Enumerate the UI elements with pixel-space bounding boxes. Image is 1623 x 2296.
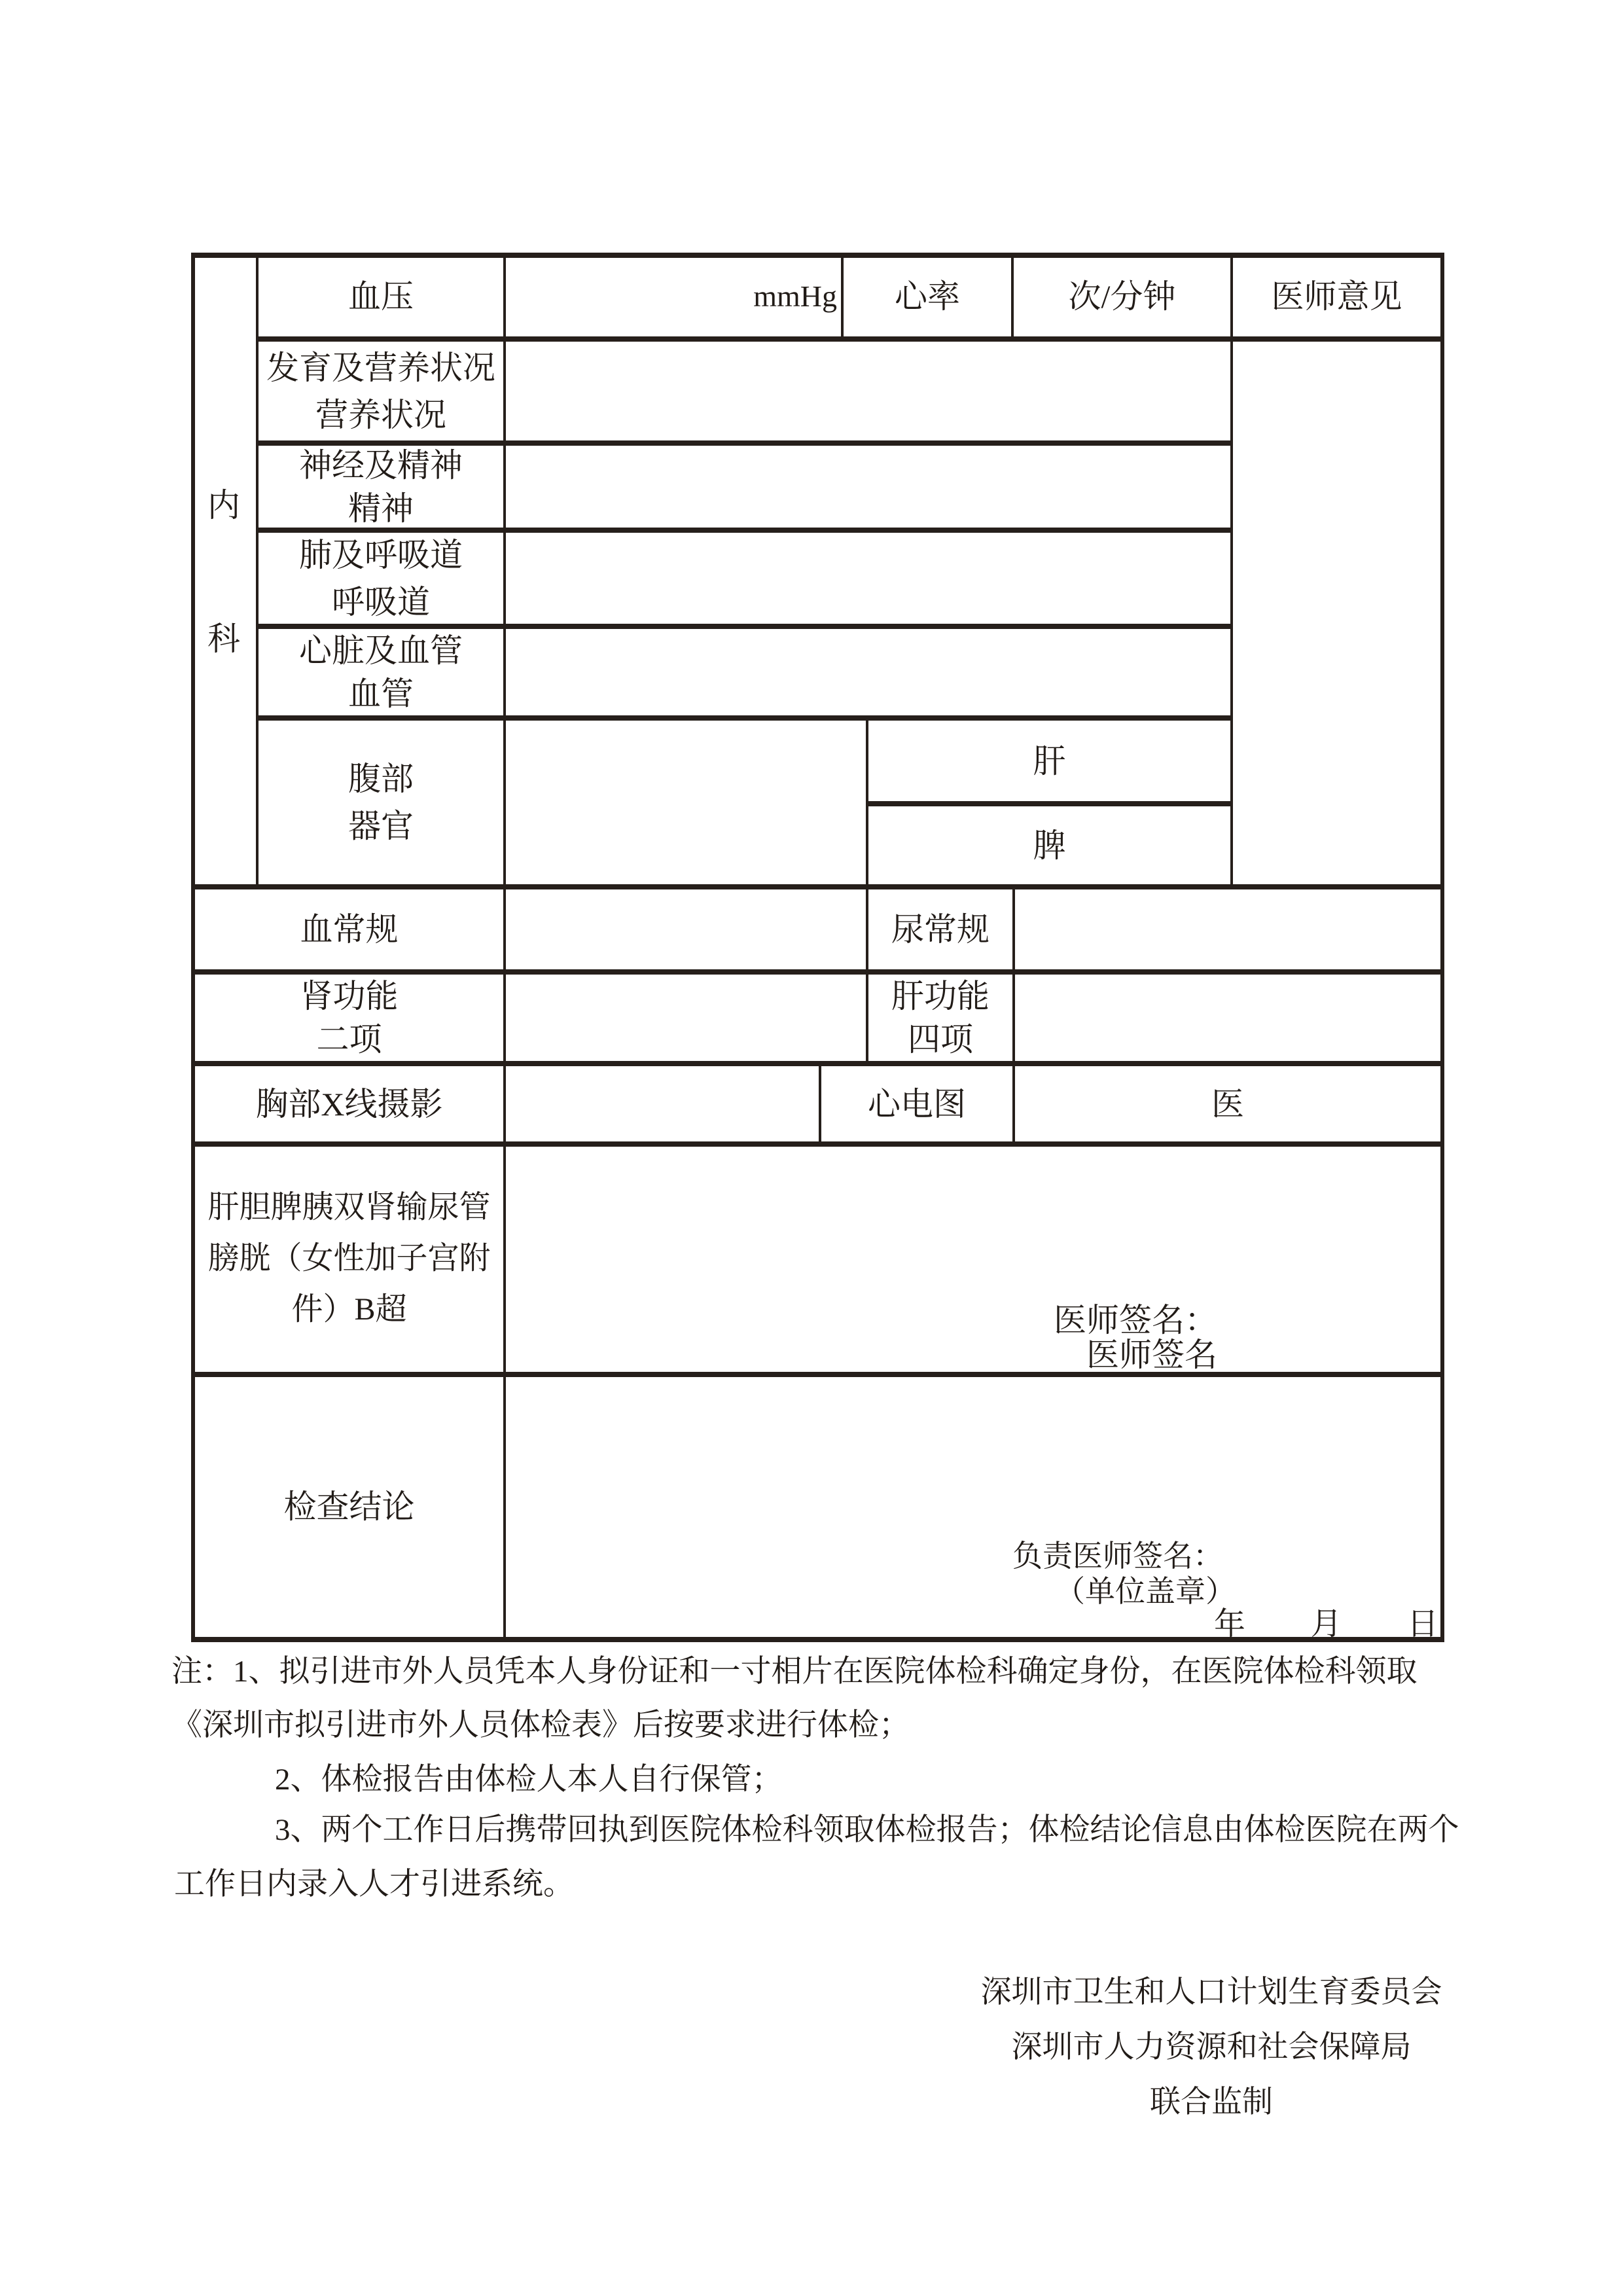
heart-rate-label: 心率 [895,278,960,315]
agency-line-health-commission: 深圳市卫生和人口计划生育委员会 [980,1975,1442,2009]
kidney-function-label: 肾功能 二项 [300,978,399,1058]
development-nutrition-label: 发育及营养状况 营养状况 [266,349,495,433]
note-line-4: 3、两个工作日后携带回执到医院体检科领取体检报告；体检结论信息由体检医院在两个 [275,1813,1459,1847]
respiratory-value-cell [506,533,1230,624]
ecg-label: 心电图 [868,1085,966,1122]
table-border-right [1440,253,1444,1642]
issuing-agencies [980,1974,1442,2139]
urine-routine-label: 尿常规 [891,911,990,948]
urine-routine-value-cell [1015,889,1440,969]
heart-vessel-label: 心脏及血管 血管 [299,632,463,712]
heart-rate-unit-cell [1014,257,1230,336]
liver-label: 肝 [1033,742,1066,780]
date-day-label: 日 [1406,1607,1438,1641]
blood-routine-label: 血常规 [300,911,399,948]
ultrasound-label: 肝胆脾胰双肾输尿管 膀胱（女性加子宫附 件）B超 [207,1190,491,1327]
table-hline-blood-routine-bottom [193,969,1442,975]
blood-routine-value-cell [506,889,866,969]
blood-pressure-label: 血压 [348,278,414,315]
table-hline-kidney-bottom [193,1061,1442,1066]
nerve-value-cell [506,446,1230,528]
note-line-2: 《深圳市拟引进市外人员体检表》后按要求进行体检； [171,1708,910,1742]
table-hline-row1 [257,336,1442,342]
lung-respiratory-label: 肺及呼吸道 呼吸道 [299,536,463,620]
note-line-3: 2、体检报告由体检人本人自行保管； [275,1763,783,1797]
responsible-physician-signature-label: 负责医师签名： [1012,1539,1223,1573]
ecg-right-text: 医 [1211,1085,1244,1122]
table-hline-abdomen-bottom [193,884,1442,889]
spleen-label: 脾 [1033,827,1066,864]
development-value-cell [506,342,1230,440]
note-line-1: 注：1、拟引进市外人员凭本人身份证和一寸相片在医院体检科确定身份，在医院体检科领取 [171,1655,1418,1689]
ultrasound-physician-signature-line2: 医师签名 [1086,1336,1217,1373]
abdomen-organs-label: 腹部 器官 [348,761,414,844]
unit-stamp-label: （单位盖章） [1055,1575,1236,1608]
table-hline-liver-spleen [866,801,1232,806]
abdomen-value-cell [506,721,866,884]
liver-function-value-cell [1015,975,1440,1061]
kidney-function-value-cell [506,975,866,1061]
blood-pressure-unit: mmHg [753,279,837,313]
liver-function-label: 肝功能 四项 [891,978,990,1058]
agency-line-hr-bureau: 深圳市人力资源和社会保障局 [1011,2030,1412,2064]
conclusion-value-cell [506,1376,1440,1637]
note-line-5: 工作日内录入人才引进系统。 [174,1867,574,1901]
date-year-label: 年 [1214,1607,1246,1641]
physician-opinion-label: 医师意见 [1271,278,1402,315]
date-month-label: 月 [1310,1607,1342,1641]
section-label-internal-medicine [191,257,257,887]
nerve-mental-label: 神经及精神 精神 [299,446,463,527]
conclusion-label: 检查结论 [283,1488,415,1525]
ultrasound-physician-signature-line1: 医师签名： [1054,1302,1217,1338]
section-char-ke: 科 [207,620,240,657]
physician-opinion-value-cell [1233,342,1440,884]
cardio-value-cell [506,629,1230,715]
blood-pressure-value-cell [506,257,768,336]
chest-xray-label: 胸部X线摄影 [255,1085,443,1122]
ultrasound-value-cell [506,1147,1440,1372]
agency-line-joint-supervision: 联合监制 [1150,2085,1273,2119]
table-hline-xray-bottom [193,1141,1442,1147]
chest-xray-value-cell [506,1066,819,1141]
section-char-nei: 内 [207,486,240,524]
table-hline-row5 [257,715,1232,721]
heart-rate-unit: 次/分钟 [1068,278,1176,315]
